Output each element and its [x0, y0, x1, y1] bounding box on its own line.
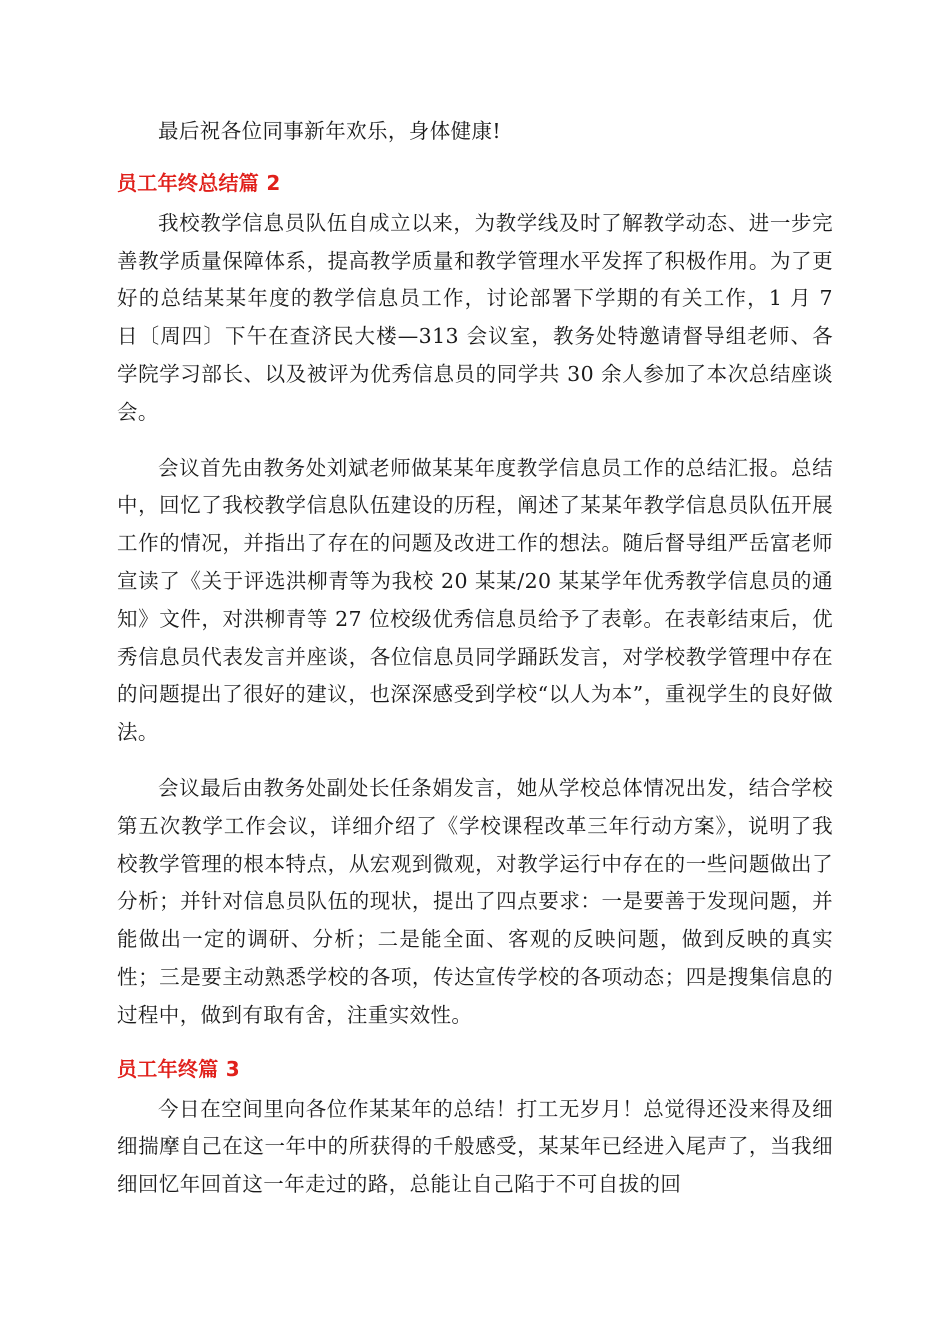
closing-paragraph: 最后祝各位同事新年欢乐，身体健康!	[158, 119, 502, 143]
section-3	[117, 1051, 833, 1204]
section-2-paragraph-3: 会议最后由教务处副处长任条娟发言，她从学校总体情况出发，结合学校第五次教学工作会议，详细介绍了《学校课程改革三年行动方案》，说明了我校教学管理的根本特点，从宏观到微观，对教学运行中存在的一些问题做出了分析；并针对信息员队伍的现状，提出了四点要求：一是要善于发现问题，并能做出一定的调研、分析；二是能全面、客观的反映问题，做到反映的真实性；三是要主动熟悉学校的各项，传达宣传学校的各项动态；四是搜集信息的过程中，做到有取有舍，注重实效性。	[117, 775, 833, 1027]
document-body	[117, 113, 833, 1204]
section-3-paragraph-1: 今日在空间里向各位作某某年的总结！打工无岁月！总觉得还没来得及细细揣摩自己在这一年中的所获得的千般感受，某某年已经进入尾声了，当我细细回忆年回首这一年走过的路，总能让自己陷于不可自拔的回	[117, 1096, 833, 1197]
section-3-heading: 员工年终篇 3	[117, 1056, 240, 1081]
section-2	[117, 165, 833, 1035]
section-2-paragraph-1: 我校教学信息员队伍自成立以来，为教学线及时了解教学动态、进一步完善教学质量保障体系，提高教学质量和教学管理水平发挥了积极作用。为了更好的总结某某年度的教学信息员工作，讨论部署下学期的有关工作，1 月 7 日〔周四〕下午在查济民大楼—313 会议室，教务处特邀请督导组老师、各学院学习部长、以及被评为优秀信息员的同学共 30 余人参加了本次总结座谈会。	[117, 210, 833, 424]
section-2-heading: 员工年终总结篇 2	[117, 170, 281, 195]
section-2-paragraph-2: 会议首先由教务处刘斌老师做某某年度教学信息员工作的总结汇报。总结中，回忆了我校教学信息队伍建设的历程，阐述了某某年教学信息员队伍开展工作的情况，并指出了存在的问题及改进工作的想法。随后督导组严岳富老师宣读了《关于评选洪柳青等为我校 20 某某/20 某某学年优秀教学信息员的通知》文件，对洪柳青等 27 位校级优秀信息员给予了表彰。在表彰结束后，优秀信息员代表发言并座谈，各位信息员同学踊跃发言，对学校教学管理中存在的问题提出了很好的建议，也深深感受到学校“以人为本”，重视学生的良好做法。	[117, 455, 833, 745]
